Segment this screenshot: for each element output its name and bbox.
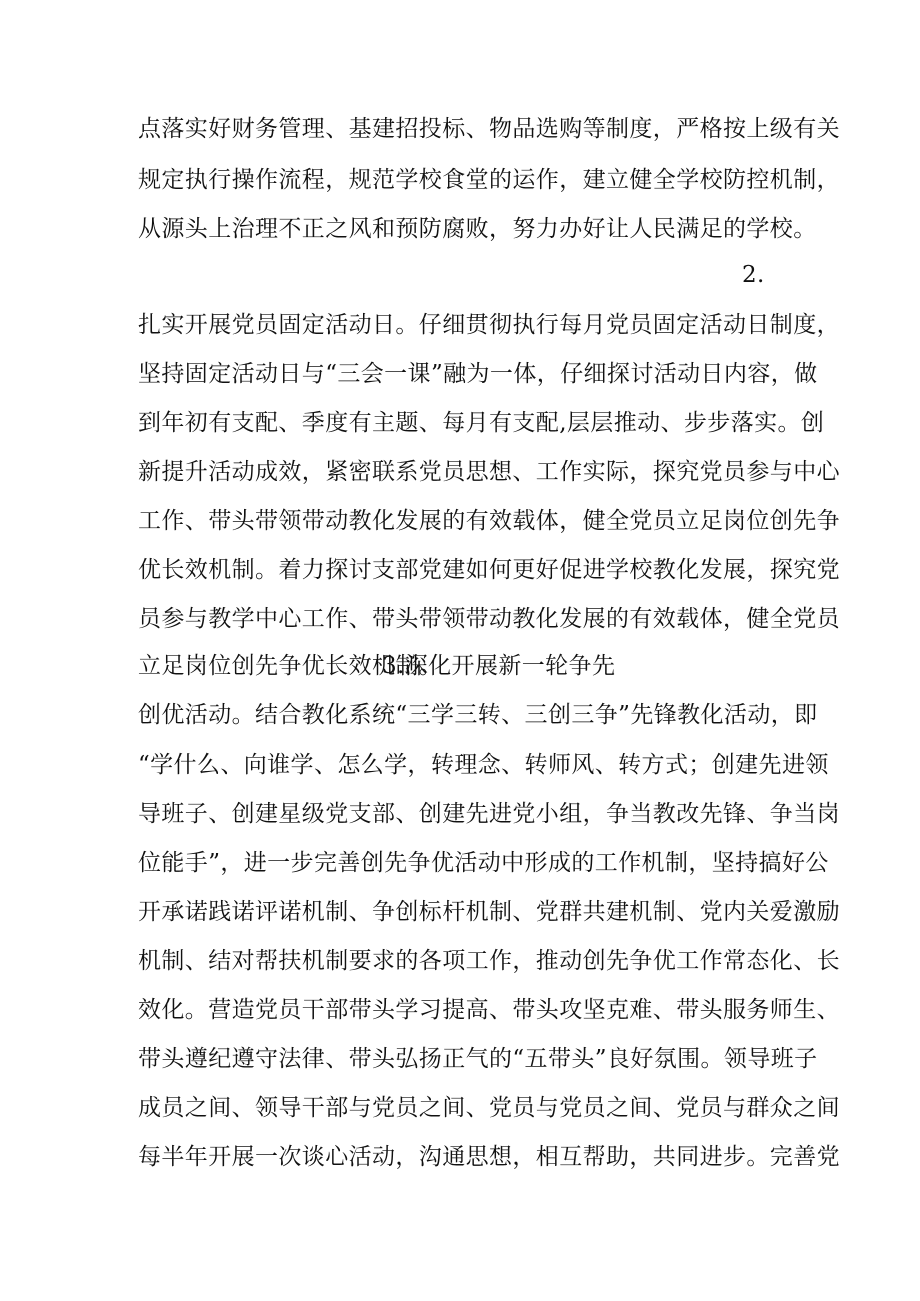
text-line: 创优活动。结合教化系统“三学三转、三创三争”先锋教化活动，即 <box>138 702 818 728</box>
text-line: 带头遵纪遵守法律、带头弘扬正气的“五带头”良好氛围。领导班子 <box>138 1046 818 1072</box>
section-number: 2. <box>742 262 765 288</box>
text-line: 位能手”，进一步完善创先争优活动中形成的工作机制，坚持搞好公 <box>138 850 829 876</box>
section-heading-inline: 3.深化开展新一轮争先 <box>382 653 616 679</box>
text-line: 点落实好财务管理、基建招投标、物品选购等制度，严格按上级有关 <box>138 116 840 142</box>
text-line: 从源头上治理不正之风和预防腐败，努力办好让人民满足的学校。 <box>138 216 817 242</box>
text-line: 新提升活动成效，紧密联系党员思想、工作实际，探究党员参与中心 <box>138 459 840 485</box>
text-line: 机制、结对帮扶机制要求的各项工作，推动创先争优工作常态化、长 <box>138 948 840 974</box>
text-line: 员参与教学中心工作、带头带领带动教化发展的有效载体，健全党员 <box>138 606 840 632</box>
text-line: 到年初有支配、季度有主题、每月有支配,层层推动、步步落实。创 <box>138 410 825 436</box>
text-line: 规定执行操作流程，规范学校食堂的运作，建立健全学校防控机制， <box>138 167 840 193</box>
text-line: “学什么、向谁学、怎么学，转理念、转师风、转方式；创建先进领 <box>138 752 829 778</box>
text-line: 扎实开展党员固定活动日。仔细贯彻执行每月党员固定活动日制度， <box>138 312 840 338</box>
text-line: 优长效机制。着力探讨支部党建如何更好促进学校教化发展，探究党 <box>138 557 840 583</box>
text-line: 坚持固定活动日与“三会一课”融为一体，仔细探讨活动日内容，做 <box>138 361 818 387</box>
text-line: 效化。营造党员干部带头学习提高、带头攻坚克难、带头服务师生、 <box>138 997 840 1023</box>
text-line: 立足岗位创先争优长效机制。 <box>138 653 443 679</box>
text-line: 开承诺践诺评诺机制、争创标杆机制、党群共建机制、党内关爱激励 <box>138 899 840 925</box>
text-line: 成员之间、领导干部与党员之间、党员与党员之间、党员与群众之间 <box>138 1095 840 1121</box>
text-line: 导班子、创建星级党支部、创建先进党小组，争当教改先锋、争当岗 <box>138 801 840 827</box>
text-line: 工作、带头带领带动教化发展的有效载体，健全党员立足岗位创先争 <box>138 508 840 534</box>
text-line: 每半年开展一次谈心活动，沟通思想，相互帮助，共同进步。完善党 <box>138 1144 840 1170</box>
